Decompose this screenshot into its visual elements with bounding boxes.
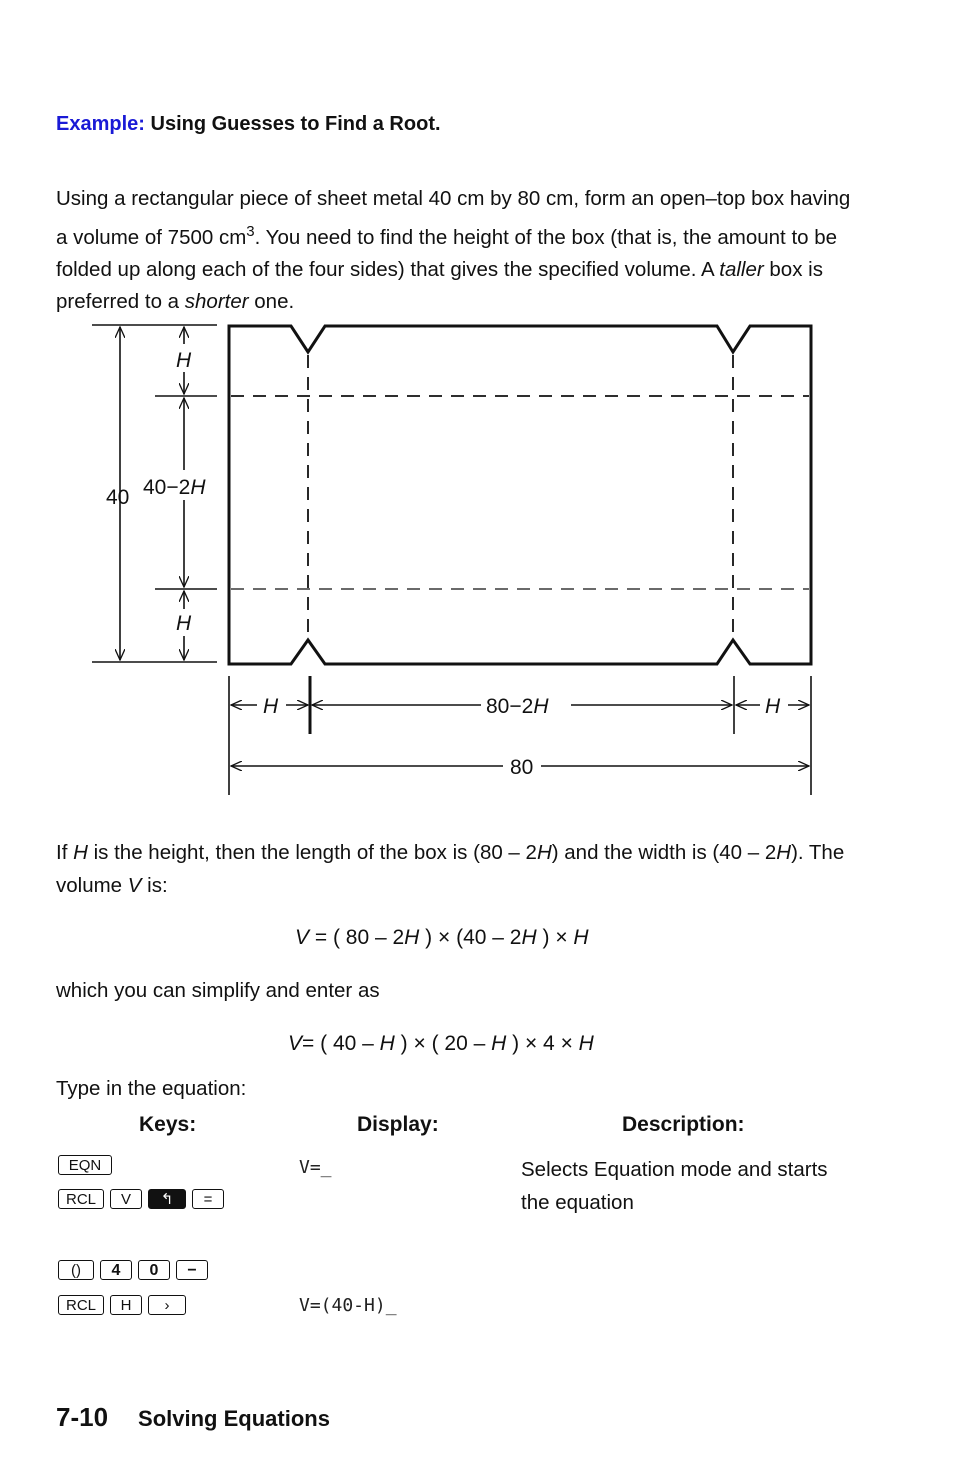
page-footer (56, 1402, 330, 1433)
intro-emphasis-shorter: shorter (184, 290, 249, 314)
description-row1: Selects Equation mode and starts the equation (521, 1158, 828, 1214)
p2-var-v: V (127, 873, 142, 897)
header-description: Description: (622, 1113, 745, 1136)
keys-row2-line2 (58, 1295, 192, 1315)
label-80: 80 (510, 756, 534, 779)
intro-text-3: box is preferred to a (56, 257, 823, 314)
label-h-bottom: H (176, 612, 192, 635)
intro-superscript: 3 (246, 222, 255, 240)
keys-row1-line1 (58, 1155, 118, 1175)
type-in-text: Type in the equation: (56, 1077, 247, 1100)
p2-text-4: ). The volume (56, 841, 845, 897)
label-80-2h: 80−2H (486, 695, 549, 718)
header-display: Display: (357, 1113, 439, 1136)
key-eqn: EQN (58, 1155, 112, 1175)
label-h-top: H (176, 349, 192, 372)
key-equals: = (192, 1189, 224, 1209)
simplify-text: which you can simplify and enter as (56, 979, 380, 1002)
p2-text-5: is: (141, 873, 168, 897)
volume-paragraph (56, 837, 856, 902)
keys-row2-line1 (58, 1260, 214, 1280)
key-right-arrow-icon: › (148, 1295, 186, 1315)
equation-volume: V = ( 80 – 2H ) × (40 – 2H ) × H (295, 926, 589, 949)
label-40-2h: 40−2H (143, 476, 206, 499)
display-row2: V=(40-H)_ (299, 1295, 397, 1316)
section-title: Solving Equations (138, 1406, 330, 1431)
intro-emphasis-taller: taller (719, 257, 764, 281)
p2-text-1: If (56, 841, 74, 864)
p2-text-2: is the height, then the length of the box is (80 – 2 (87, 841, 537, 864)
page-number: 7-10 (56, 1402, 109, 1432)
intro-text-1: Using a rectangular piece of sheet metal 40 cm by 80 cm, form an open–top box having a volume of 7500 cm (56, 187, 851, 249)
key-minus: − (176, 1260, 208, 1280)
key-4: 4 (100, 1260, 132, 1280)
key-parentheses: () (58, 1260, 94, 1280)
label-h-right: H (765, 695, 781, 718)
intro-text-4: one. (248, 290, 295, 314)
key-0: 0 (138, 1260, 170, 1280)
keys-row1-line2 (58, 1189, 230, 1209)
sheet-outline (229, 326, 811, 664)
intro-text-2: . You need to find the height of the box (that is, the amount to be folded up along each of the four sides) that gives the specified volume. A (56, 225, 838, 281)
key-rcl: RCL (58, 1295, 104, 1315)
p2-var-h: H (536, 841, 552, 864)
display-row1: V=_ (299, 1157, 332, 1178)
key-rcl: RCL (58, 1189, 104, 1209)
p2-text-3: ) and the width is (40 – 2 (551, 841, 777, 864)
key-h: H (110, 1295, 142, 1315)
example-title: Using Guesses to Find a Root. (150, 113, 441, 135)
key-v: V (110, 1189, 142, 1209)
equation-simplified: V= ( 40 – H ) × ( 20 – H ) × 4 × H (288, 1032, 594, 1055)
header-keys: Keys: (139, 1113, 197, 1136)
p2-var-h: H (73, 841, 88, 864)
example-label: Example: (56, 113, 145, 135)
key-left-shift-icon: ↰ (148, 1189, 186, 1209)
label-h-left: H (263, 695, 279, 718)
label-40: 40 (106, 486, 130, 509)
p2-var-h: H (776, 841, 792, 864)
